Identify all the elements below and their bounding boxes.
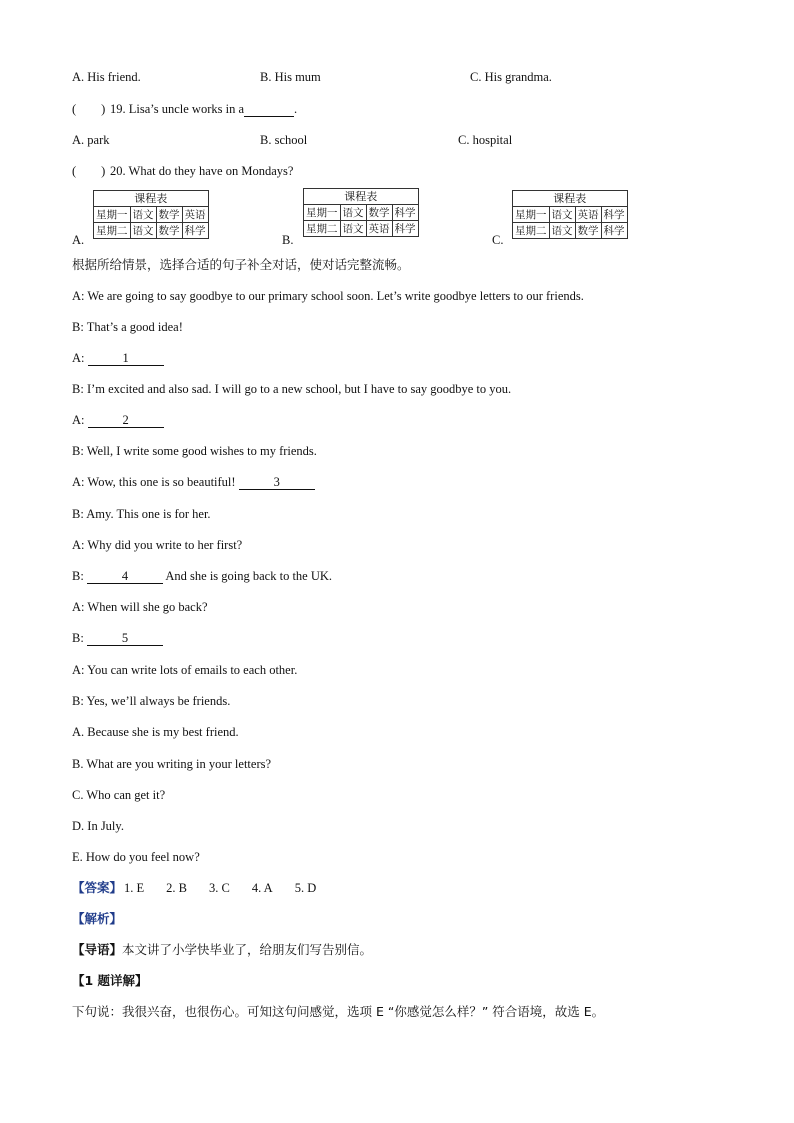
choice-d: D. In July. — [72, 819, 124, 833]
q18-option-a: A. His friend. — [72, 70, 141, 84]
q19-option-c: C. hospital — [458, 133, 513, 147]
q19-option-b: B. school — [260, 133, 308, 147]
schedule-cell: 语文 — [130, 223, 156, 239]
dialogue-line — [72, 506, 211, 522]
answer-item: 2. B — [166, 881, 187, 895]
dialogue-line — [72, 599, 208, 615]
line-text: And she is going back to the UK. — [165, 569, 333, 583]
schedule-cell: 星期二 — [94, 223, 131, 239]
answer-paren: ( ) — [72, 164, 106, 178]
schedule-title: 课程表 — [304, 189, 419, 205]
speaker: B: — [72, 444, 84, 458]
speaker: B: — [72, 320, 84, 334]
guide-line — [72, 942, 372, 958]
schedule-cell: 星期二 — [304, 221, 341, 237]
speaker: A: — [72, 663, 85, 677]
line-text: That’s a good idea! — [86, 320, 183, 334]
line-text: I’m excited and also sad. I will go to a new school, but I have to say goodbye to you. — [86, 382, 512, 396]
choice-b: B. What are you writing in your letters? — [72, 757, 272, 771]
speaker: B: — [72, 569, 84, 583]
schedule-table-b — [303, 188, 419, 237]
schedule-cell: 星期二 — [513, 223, 550, 239]
speaker: A: — [72, 600, 85, 614]
choice-c: C. Who can get it? — [72, 788, 166, 802]
speaker: A: — [72, 413, 85, 427]
schedule-table-c — [512, 190, 628, 239]
answer-label: 【答案】 — [72, 880, 123, 895]
line-text: Amy. This one is for her. — [86, 507, 211, 521]
schedule-cell: 数学 — [156, 223, 182, 239]
answer-paren: ( ) — [72, 102, 106, 116]
choice-e: E. How do you feel now? — [72, 850, 200, 864]
detail-1-text: 下句说：我很兴奋，也很伤心。可知这句问感觉，选项 E “你感觉怎么样？” 符合语境，故选 E。 — [72, 1004, 605, 1019]
dialogue-line — [72, 443, 317, 459]
line-text: Wow, this one is so beautiful! — [87, 475, 236, 489]
question-20 — [72, 163, 293, 179]
answer-item: 1. E — [124, 881, 145, 895]
schedule-cell: 数学 — [575, 223, 601, 239]
speaker: A: — [72, 475, 85, 489]
line-text: You can write lots of emails to each other. — [87, 663, 298, 677]
answer-blank — [244, 102, 294, 117]
schedule-cell: 语文 — [340, 205, 366, 221]
answer-row — [72, 880, 338, 896]
schedule-title: 课程表 — [513, 191, 628, 207]
speaker: A: — [72, 538, 85, 552]
choice-a: A. Because she is my best friend. — [72, 725, 239, 739]
dialogue-line — [72, 412, 164, 428]
detail-1-label: 【1 题详解】 — [72, 973, 148, 988]
fill-blank-2: 2 — [88, 413, 164, 428]
dialogue-line — [72, 319, 183, 335]
question-19-end: . — [294, 102, 298, 116]
line-text: Why did you write to her first? — [87, 538, 243, 552]
schedule-cell: 语文 — [130, 207, 156, 223]
schedule-title: 课程表 — [94, 191, 209, 207]
schedule-cell: 科学 — [601, 223, 627, 239]
line-text: We are going to say goodbye to our primary school soon. Let’s write goodbye letters to our friends. — [87, 289, 584, 303]
dialogue-line — [72, 568, 332, 584]
line-text: Well, I write some good wishes to my friends. — [86, 444, 317, 458]
schedule-cell: 星期一 — [304, 205, 341, 221]
question-19 — [72, 101, 297, 117]
dialogue-line — [72, 662, 297, 678]
guide-text: 本文讲了小学快毕业了，给朋友们写告别信。 — [122, 942, 373, 957]
dialogue-line — [72, 537, 242, 553]
schedule-cell: 英语 — [366, 221, 392, 237]
question-20-text: 20. What do they have on Mondays? — [110, 164, 294, 178]
dialogue-line — [72, 630, 163, 646]
fill-blank-3: 3 — [239, 475, 315, 490]
schedule-table-a — [93, 190, 209, 239]
speaker: B: — [72, 382, 84, 396]
schedule-cell: 语文 — [549, 223, 575, 239]
speaker: B: — [72, 694, 84, 708]
question-19-text: 19. Lisa’s uncle works in a — [110, 102, 245, 116]
line-text: Yes, we’ll always be friends. — [86, 694, 231, 708]
answer-item: 3. C — [209, 881, 230, 895]
schedule-cell: 语文 — [340, 221, 366, 237]
speaker: A: — [72, 351, 85, 365]
schedule-cell: 科学 — [601, 207, 627, 223]
q20-option-a-label: A. — [72, 233, 85, 247]
schedule-cell: 科学 — [392, 221, 418, 237]
section-instruction: 根据所给情景，选择合适的句子补全对话，使对话完整流畅。 — [72, 257, 410, 272]
q20-option-b-label: B. — [282, 233, 294, 247]
schedule-cell: 数学 — [366, 205, 392, 221]
q18-option-c: C. His grandma. — [470, 70, 552, 84]
speaker: A: — [72, 289, 85, 303]
fill-blank-1: 1 — [88, 351, 164, 366]
schedule-cell: 星期一 — [94, 207, 131, 223]
speaker: B: — [72, 507, 84, 521]
dialogue-line — [72, 381, 511, 397]
dialogue-line — [72, 474, 315, 490]
q20-option-c-label: C. — [492, 233, 504, 247]
fill-blank-5: 5 — [87, 631, 163, 646]
schedule-cell: 科学 — [392, 205, 418, 221]
schedule-cell: 数学 — [156, 207, 182, 223]
answer-item: 5. D — [294, 881, 317, 895]
speaker: B: — [72, 631, 84, 645]
q18-option-b: B. His mum — [260, 70, 321, 84]
schedule-cell: 语文 — [549, 207, 575, 223]
dialogue-line — [72, 288, 584, 304]
guide-label: 【导语】 — [72, 942, 123, 957]
q19-option-a: A. park — [72, 133, 110, 147]
dialogue-line — [72, 693, 230, 709]
schedule-cell: 英语 — [575, 207, 601, 223]
schedule-cell: 英语 — [182, 207, 208, 223]
schedule-cell: 科学 — [182, 223, 208, 239]
line-text: When will she go back? — [87, 600, 208, 614]
fill-blank-4: 4 — [87, 569, 163, 584]
dialogue-line — [72, 350, 164, 366]
analysis-label: 【解析】 — [72, 911, 123, 926]
schedule-cell: 星期一 — [513, 207, 550, 223]
answer-item: 4. A — [251, 881, 273, 895]
